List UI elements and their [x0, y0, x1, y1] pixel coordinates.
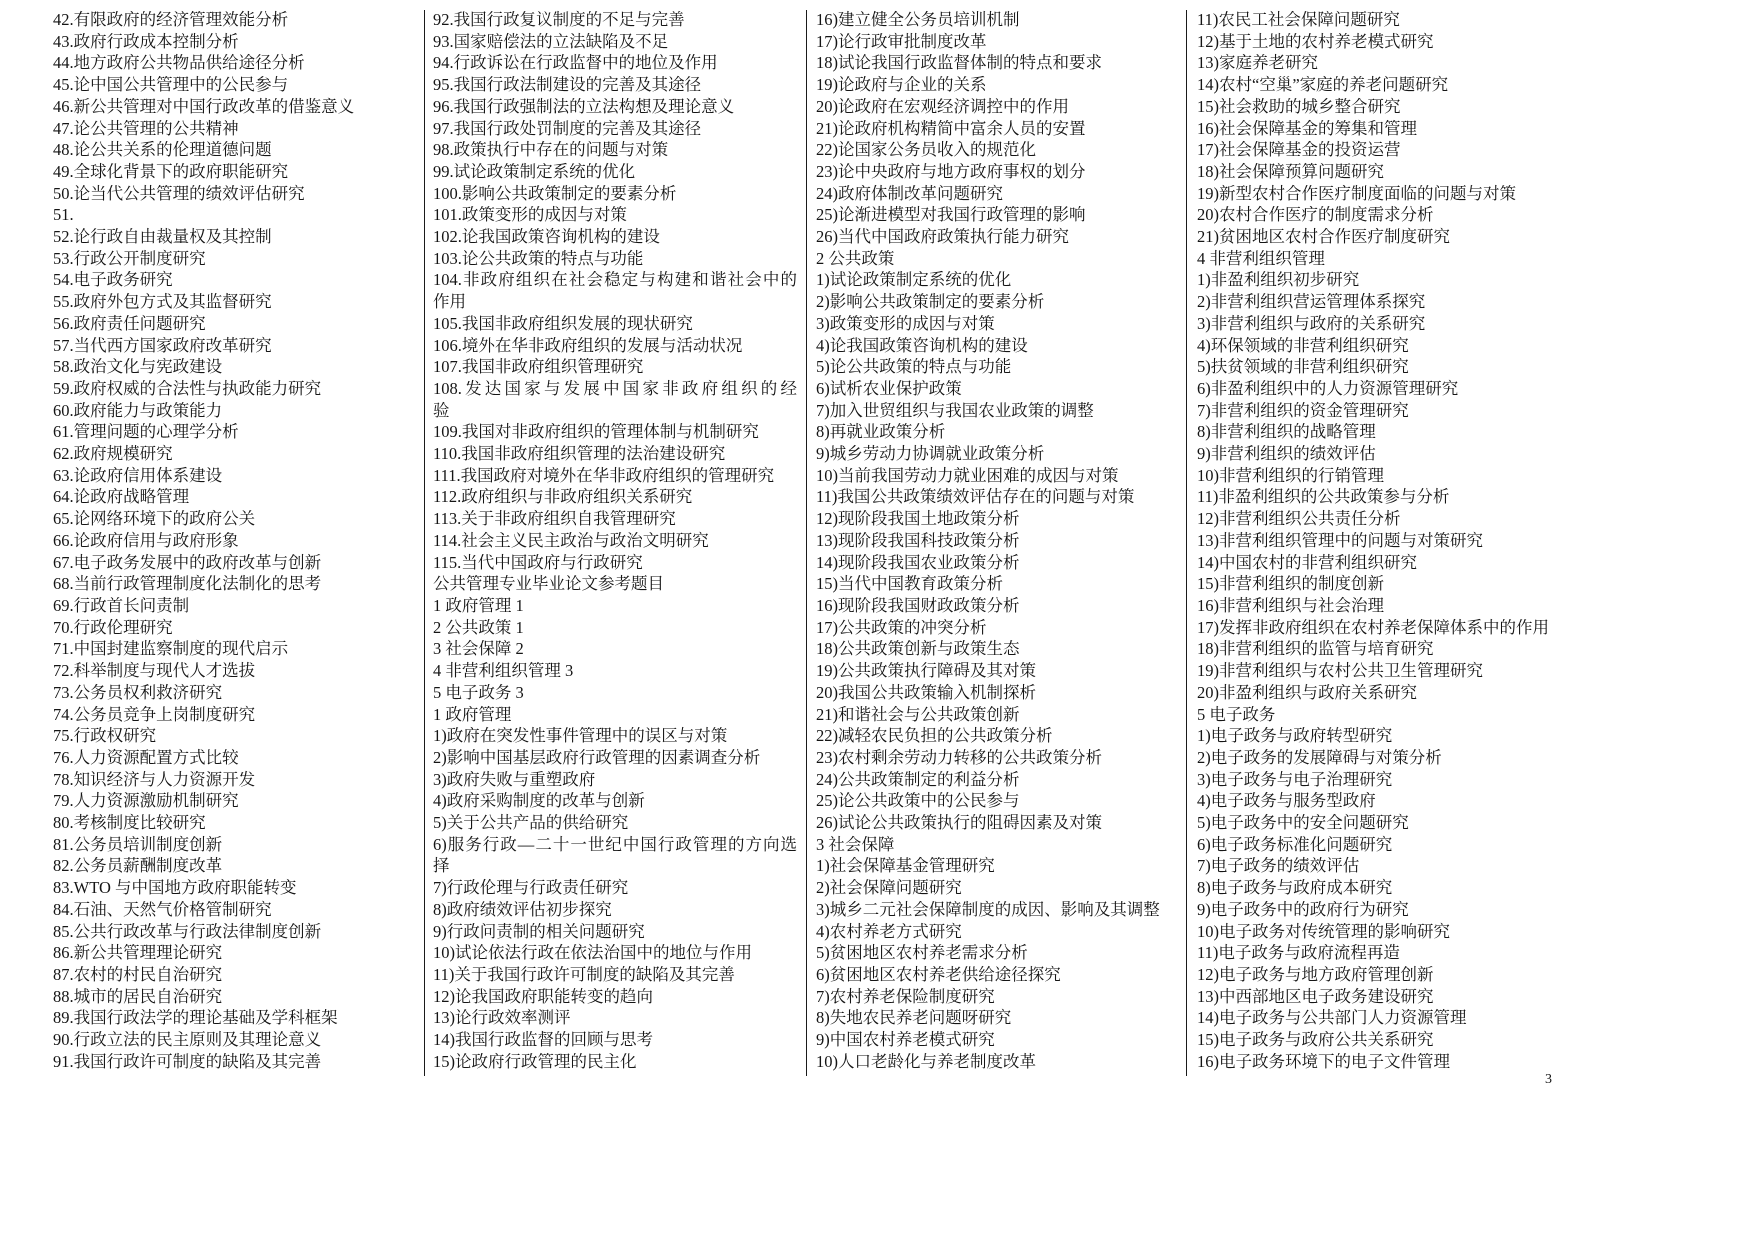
list-item: 11)农民工社会保障问题研究	[1197, 10, 1400, 29]
list-item: 24)政府体制改革问题研究	[816, 183, 1003, 203]
list-item: 10)电子政务对传统管理的影响研究	[1197, 921, 1450, 941]
section-heading: 4 非营利组织管理	[1197, 248, 1325, 268]
list-item: 87.农村的村民自治研究	[53, 964, 223, 984]
list-item: 20)论政府在宏观经济调控中的作用	[816, 96, 1069, 116]
list-item: 4)农村养老方式研究	[816, 921, 962, 941]
list-item: 16)现阶段我国财政政策分析	[816, 595, 1020, 615]
list-item: 6)试析农业保护政策	[816, 378, 962, 398]
list-item: 101.政策变形的成因与对策	[433, 205, 627, 225]
list-item: 14)中国农村的非营利组织研究	[1197, 552, 1417, 572]
list-item: 18)社会保障预算问题研究	[1197, 161, 1384, 181]
toc-entry: 3 社会保障 2	[433, 639, 524, 659]
list-item: 10)当前我国劳动力就业困难的成因与对策	[816, 465, 1119, 485]
list-item: 85.公共行政改革与行政法律制度创新	[53, 921, 322, 941]
list-item: 4)环保领域的非营利组织研究	[1197, 335, 1409, 355]
list-item: 6)服务行政—二十一世纪中国行政管理的方向选	[433, 834, 797, 854]
list-item: 12)非营利组织公共责任分析	[1197, 509, 1401, 529]
list-item: 99.试论政策制定系统的优化	[433, 161, 636, 181]
column-1	[53, 9, 419, 1072]
list-item: 44.地方政府公共物品供给途径分析	[53, 53, 305, 73]
list-item: 17)公共政策的冲突分析	[816, 617, 987, 637]
list-item: 20)非盈利组织与政府关系研究	[1197, 682, 1417, 702]
list-item: 4)论我国政策咨询机构的建设	[816, 335, 1028, 355]
list-item: 91.我国行政许可制度的缺陷及其完善	[53, 1051, 322, 1071]
list-item: 60.政府能力与政策能力	[53, 400, 223, 420]
list-item: 79.人力资源激励机制研究	[53, 791, 239, 811]
list-item: 4)电子政务与服务型政府	[1197, 791, 1376, 811]
list-item: 15)论政府行政管理的民主化	[433, 1051, 637, 1071]
list-item: 109.我国对非政府组织的管理体制与机制研究	[433, 422, 759, 442]
list-item: 8)再就业政策分析	[816, 422, 946, 442]
list-item: 82.公务员薪酬制度改革	[53, 856, 223, 876]
list-item: 2)社会保障问题研究	[816, 878, 962, 898]
list-item: 76.人力资源配置方式比较	[53, 747, 239, 767]
list-item: 6)电子政务标准化问题研究	[1197, 834, 1393, 854]
list-item: 15)非营利组织的制度创新	[1197, 574, 1384, 594]
list-item: 14)电子政务与公共部门人力资源管理	[1197, 1008, 1467, 1028]
list-item: 59.政府权威的合法性与执政能力研究	[53, 378, 322, 398]
list-item: 12)现阶段我国土地政策分析	[816, 509, 1020, 529]
list-item: 48.论公共关系的伦理道德问题	[53, 140, 272, 160]
list-item: 100.影响公共政策制定的要素分析	[433, 183, 677, 203]
list-item: 20)农村合作医疗的制度需求分析	[1197, 205, 1434, 225]
list-item: 105.我国非政府组织发展的现状研究	[433, 313, 693, 333]
list-item: 3)政策变形的成因与对策	[816, 313, 995, 333]
column-3	[816, 9, 1180, 1072]
column-divider	[1186, 10, 1187, 1076]
list-item: 18)非营利组织的监管与培育研究	[1197, 639, 1434, 659]
list-item: 8)非营利组织的战略管理	[1197, 422, 1376, 442]
list-item: 5)扶贫领域的非营利组织研究	[1197, 357, 1409, 377]
list-item: 13)家庭养老研究	[1197, 53, 1318, 73]
list-item: 90.行政立法的民主原则及其理论意义	[53, 1030, 322, 1050]
list-item: 15)电子政务与政府公共关系研究	[1197, 1030, 1434, 1050]
list-item: 10)人口老龄化与养老制度改革	[816, 1051, 1036, 1071]
column-divider	[424, 10, 425, 1076]
list-item: 25)论渐进模型对我国行政管理的影响	[816, 205, 1086, 225]
column-divider	[806, 10, 807, 1076]
list-item: 112.政府组织与非政府组织关系研究	[433, 487, 693, 507]
list-item: 14)我国行政监督的回顾与思考	[433, 1030, 653, 1050]
list-item: 13)现阶段我国科技政策分析	[816, 530, 1020, 550]
list-item: 114.社会主义民主政治与政治文明研究	[433, 530, 709, 550]
list-item-continuation: 作用	[433, 292, 466, 312]
list-item: 17)发挥非政府组织在农村养老保障体系中的作用	[1197, 617, 1549, 637]
list-item: 2)影响公共政策制定的要素分析	[816, 292, 1045, 312]
list-item: 53.行政公开制度研究	[53, 248, 206, 268]
list-item: 12)论我国政府职能转变的趋向	[433, 986, 653, 1006]
list-item: 94.行政诉讼在行政监督中的地位及作用	[433, 53, 718, 73]
list-item: 72.科举制度与现代人才选拔	[53, 661, 256, 681]
list-item: 12)电子政务与地方政府管理创新	[1197, 964, 1434, 984]
list-item: 17)论行政审批制度改革	[816, 31, 987, 51]
list-item: 61.管理问题的心理学分析	[53, 422, 239, 442]
list-item: 14)农村“空巢”家庭的养老问题研究	[1197, 75, 1449, 95]
section-heading: 5 电子政务	[1197, 704, 1276, 724]
list-item: 46.新公共管理对中国行政改革的借鉴意义	[53, 96, 355, 116]
list-item: 56.政府责任问题研究	[53, 313, 206, 333]
list-item: 111.我国政府对境外在华非政府组织的管理研究	[433, 465, 775, 485]
list-item: 11)电子政务与政府流程再造	[1197, 943, 1400, 963]
section-heading: 2 公共政策	[816, 248, 895, 268]
list-item: 49.全球化背景下的政府职能研究	[53, 161, 289, 181]
list-item: 9)非营利组织的绩效评估	[1197, 444, 1376, 464]
list-item: 9)电子政务中的政府行为研究	[1197, 899, 1409, 919]
section-heading: 3 社会保障	[816, 834, 895, 854]
list-item: 89.我国行政法学的理论基础及学科框架	[53, 1008, 338, 1028]
list-item: 5)贫困地区农村养老需求分析	[816, 943, 1028, 963]
list-item: 13)论行政效率测评	[433, 1008, 571, 1028]
toc-entry: 1 政府管理 1	[433, 595, 524, 615]
list-item: 2)电子政务的发展障碍与对策分析	[1197, 747, 1442, 767]
list-item: 102.论我国政策咨询机构的建设	[433, 227, 660, 247]
list-item: 67.电子政务发展中的政府改革与创新	[53, 552, 322, 572]
list-item: 50.论当代公共管理的绩效评估研究	[53, 183, 305, 203]
list-item: 1)政府在突发性事件管理中的误区与对策	[433, 726, 728, 746]
toc-entry: 4 非营利组织管理 3	[433, 661, 574, 681]
list-item: 12)基于土地的农村养老模式研究	[1197, 31, 1434, 51]
list-item: 26)当代中国政府政策执行能力研究	[816, 227, 1069, 247]
list-item: 45.论中国公共管理中的公民参与	[53, 75, 289, 95]
list-item: 8)失地农民养老问题呀研究	[816, 1008, 1012, 1028]
list-item: 86.新公共管理理论研究	[53, 943, 223, 963]
list-item: 73.公务员权利救济研究	[53, 682, 223, 702]
list-item: 11)我国公共政策绩效评估存在的问题与对策	[816, 487, 1135, 507]
list-item: 88.城市的居民自治研究	[53, 986, 223, 1006]
document-title: 公共管理专业毕业论文参考题目	[433, 574, 664, 594]
list-item: 62.政府规模研究	[53, 444, 173, 464]
list-item: 10)非营利组织的行销管理	[1197, 465, 1384, 485]
list-item: 16)建立健全公务员培训机制	[816, 10, 1020, 29]
list-item: 21)论政府机构精简中富余人员的安置	[816, 118, 1086, 138]
list-item: 106.境外在华非政府组织的发展与活动状况	[433, 335, 743, 355]
list-item: 18)试论我国行政监督体制的特点和要求	[816, 53, 1102, 73]
list-item: 80.考核制度比较研究	[53, 813, 206, 833]
list-item: 115.当代中国政府与行政研究	[433, 552, 643, 572]
list-item: 9)行政问责制的相关问题研究	[433, 921, 645, 941]
list-item: 70.行政伦理研究	[53, 617, 173, 637]
list-item: 107.我国非政府组织管理研究	[433, 357, 644, 377]
list-item: 81.公务员培训制度创新	[53, 834, 223, 854]
list-item: 26)试论公共政策执行的阻碍因素及对策	[816, 813, 1102, 833]
page-number: 3	[1545, 1072, 1552, 1087]
list-item: 24)公共政策制定的利益分析	[816, 769, 1020, 789]
toc-entry: 2 公共政策 1	[433, 617, 524, 637]
list-item: 74.公务员竞争上岗制度研究	[53, 704, 256, 724]
list-item: 8)电子政务与政府成本研究	[1197, 878, 1393, 898]
list-item: 84.石油、天然气价格管制研究	[53, 899, 272, 919]
list-item: 9)城乡劳动力协调就业政策分析	[816, 444, 1045, 464]
section-heading: 1 政府管理	[433, 704, 512, 724]
list-item: 7)电子政务的绩效评估	[1197, 856, 1360, 876]
list-item: 47.论公共管理的公共精神	[53, 118, 239, 138]
list-item: 20)我国公共政策输入机制探析	[816, 682, 1036, 702]
list-item: 11)关于我国行政许可制度的缺陷及其完善	[433, 964, 735, 984]
list-item: 68.当前行政管理制度化法制化的思考	[53, 574, 322, 594]
list-item: 3)电子政务与电子治理研究	[1197, 769, 1393, 789]
list-item: 5)电子政务中的安全问题研究	[1197, 813, 1409, 833]
list-item: 14)现阶段我国农业政策分析	[816, 552, 1020, 572]
list-item: 25)论公共政策中的公民参与	[816, 791, 1020, 811]
list-item: 3)城乡二元社会保障制度的成因、影响及其调整	[816, 899, 1160, 919]
list-item: 97.我国行政处罚制度的完善及其途径	[433, 118, 702, 138]
list-item: 98.政策执行中存在的问题与对策	[433, 140, 669, 160]
list-item: 5)论公共政策的特点与功能	[816, 357, 1012, 377]
column-2	[433, 9, 797, 1072]
list-item: 51.	[53, 205, 74, 225]
list-item: 7)农村养老保险制度研究	[816, 986, 995, 1006]
list-item: 78.知识经济与人力资源开发	[53, 769, 256, 789]
list-item: 95.我国行政法制建设的完善及其途径	[433, 75, 702, 95]
list-item: 15)当代中国教育政策分析	[816, 574, 1003, 594]
list-item: 23)农村剩余劳动力转移的公共政策分析	[816, 747, 1102, 767]
list-item: 103.论公共政策的特点与功能	[433, 248, 644, 268]
list-item: 2)影响中国基层政府行政管理的因素调查分析	[433, 747, 761, 767]
list-item: 52.论行政自由裁量权及其控制	[53, 227, 272, 247]
list-item: 57.当代西方国家政府改革研究	[53, 335, 272, 355]
list-item: 5)关于公共产品的供给研究	[433, 813, 629, 833]
list-item-continuation: 验	[433, 400, 450, 420]
list-item: 71.中国封建监察制度的现代启示	[53, 639, 289, 659]
list-item: 22)减轻农民负担的公共政策分析	[816, 726, 1053, 746]
list-item: 54.电子政务研究	[53, 270, 173, 290]
column-4	[1197, 9, 1563, 1072]
list-item: 3)政府失败与重塑政府	[433, 769, 596, 789]
list-item: 1)非盈利组织初步研究	[1197, 270, 1360, 290]
list-item: 23)论中央政府与地方政府事权的划分	[816, 161, 1086, 181]
list-item: 19)公共政策执行障碍及其对策	[816, 661, 1036, 681]
list-item: 110.我国非政府组织管理的法治建设研究	[433, 444, 726, 464]
list-item: 16)电子政务环境下的电子文件管理	[1197, 1051, 1450, 1071]
list-item: 15)社会救助的城乡整合研究	[1197, 96, 1401, 116]
list-item: 1)试论政策制定系统的优化	[816, 270, 1012, 290]
list-item: 22)论国家公务员收入的规范化	[816, 140, 1036, 160]
list-item: 7)非营利组织的资金管理研究	[1197, 400, 1409, 420]
list-item: 11)非盈利组织的公共政策参与分析	[1197, 487, 1450, 507]
list-item: 9)中国农村养老模式研究	[816, 1030, 995, 1050]
list-item: 16)非营利组织与社会治理	[1197, 595, 1384, 615]
list-item: 18)公共政策创新与政策生态	[816, 639, 1020, 659]
list-item: 17)社会保障基金的投资运营	[1197, 140, 1401, 160]
list-item: 13)非营利组织管理中的问题与对策研究	[1197, 530, 1483, 550]
list-item: 16)社会保障基金的筹集和管理	[1197, 118, 1417, 138]
list-item: 4)政府采购制度的改革与创新	[433, 791, 645, 811]
list-item: 93.国家赔偿法的立法缺陷及不足	[433, 31, 669, 51]
list-item: 83.WTO 与中国地方政府职能转变	[53, 878, 297, 898]
list-item: 10)试论依法行政在依法治国中的地位与作用	[433, 943, 752, 963]
list-item: 65.论网络环境下的政府公关	[53, 509, 256, 529]
list-item: 63.论政府信用体系建设	[53, 465, 223, 485]
list-item: 8)政府绩效评估初步探究	[433, 899, 612, 919]
list-item: 19)新型农村合作医疗制度面临的问题与对策	[1197, 183, 1516, 203]
list-item: 1)社会保障基金管理研究	[816, 856, 995, 876]
list-item: 2)非营利组织营运管理体系探究	[1197, 292, 1426, 312]
list-item: 66.论政府信用与政府形象	[53, 530, 239, 550]
list-item: 6)贫困地区农村养老供给途径探究	[816, 964, 1061, 984]
list-item: 113.关于非政府组织自我管理研究	[433, 509, 676, 529]
list-item-continuation: 择	[433, 856, 450, 876]
list-item: 69.行政首长问责制	[53, 595, 190, 615]
list-item: 43.政府行政成本控制分析	[53, 31, 239, 51]
list-item: 42.有限政府的经济管理效能分析	[53, 10, 289, 29]
list-item: 108.发达国家与发展中国家非政府组织的经	[433, 378, 797, 398]
list-item: 21)贫困地区农村合作医疗制度研究	[1197, 227, 1450, 247]
list-item: 21)和谐社会与公共政策创新	[816, 704, 1020, 724]
list-item: 19)论政府与企业的关系	[816, 75, 987, 95]
list-item: 55.政府外包方式及其监督研究	[53, 292, 272, 312]
list-item: 7)行政伦理与行政责任研究	[433, 878, 629, 898]
list-item: 96.我国行政强制法的立法构想及理论意义	[433, 96, 735, 116]
list-item: 75.行政权研究	[53, 726, 157, 746]
list-item: 19)非营利组织与农村公共卫生管理研究	[1197, 661, 1483, 681]
list-item: 13)中西部地区电子政务建设研究	[1197, 986, 1434, 1006]
list-item: 104.非政府组织在社会稳定与构建和谐社会中的	[433, 270, 797, 290]
list-item: 3)非营利组织与政府的关系研究	[1197, 313, 1426, 333]
list-item: 92.我国行政复议制度的不足与完善	[433, 10, 685, 29]
list-item: 7)加入世贸组织与我国农业政策的调整	[816, 400, 1094, 420]
list-item: 64.论政府战略管理	[53, 487, 190, 507]
list-item: 58.政治文化与宪政建设	[53, 357, 223, 377]
list-item: 1)电子政务与政府转型研究	[1197, 726, 1393, 746]
list-item: 6)非盈利组织中的人力资源管理研究	[1197, 378, 1459, 398]
toc-entry: 5 电子政务 3	[433, 682, 524, 702]
